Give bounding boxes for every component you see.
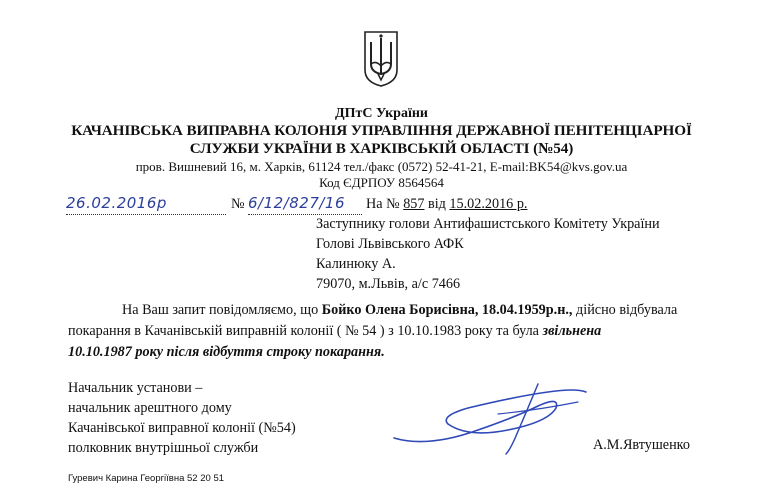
- signatory-title-line: начальник арештного дому: [68, 400, 232, 416]
- coat-of-arms-icon: [362, 30, 400, 88]
- reply-from-label: від: [428, 196, 446, 212]
- organization-address: пров. Вишневий 16, м. Харків, 61124 тел./факс (0572) 52-41-21, E-mail:BK54@kvs.gov.ua: [135, 159, 628, 174]
- body-line1: [122, 302, 677, 319]
- executor-info: Гуревич Карина Георгіївна 52 20 51: [68, 473, 225, 484]
- reply-number-label: На №: [366, 196, 400, 212]
- body-line3: 10.10.1987 року після відбуття строку покарання.: [68, 344, 385, 360]
- outgoing-date-handwritten: 26.02.2016р: [66, 194, 167, 212]
- person-name: Бойко Олена Борисівна, 18.04.1959р.н.,: [321, 302, 573, 318]
- outgoing-date-field: [66, 194, 226, 215]
- organization-name-line1: КАЧАНІВСЬКА ВИПРАВНА КОЛОНІЯ УПРАВЛІННЯ ДЕРЖАВНОЇ ПЕНІТЕНЦІАРНОЇ: [71, 122, 692, 139]
- signatory-title-line: Начальник установи –: [68, 380, 203, 396]
- recipient-line: Заступнику голови Антифашистського Комітету України: [316, 216, 660, 232]
- recipient-block: [316, 214, 660, 294]
- outgoing-number-field: [248, 194, 362, 215]
- outgoing-number-handwritten: 6/12/827/16: [248, 194, 346, 212]
- outgoing-number-label: №: [231, 196, 245, 212]
- handwritten-signature: [388, 378, 598, 458]
- signatory-title-line: полковник внутрішньої служби: [68, 440, 259, 456]
- signer-name: А.М.Явтушенко: [593, 437, 690, 453]
- organization-edrpou: Код ЄДРПОУ 8564564: [319, 175, 444, 190]
- signatory-title-block: [68, 378, 296, 458]
- body-line2: [68, 323, 601, 340]
- reply-reference: [366, 196, 527, 213]
- body-intro: На Ваш запит повідомляємо, що: [122, 302, 322, 318]
- reply-number: 857: [403, 196, 425, 212]
- body-text: покарання в Качанівській виправній колонії ( № 54 ) з 10.10.1983 року та була: [68, 323, 543, 339]
- recipient-line: Калинюку А.: [316, 256, 396, 272]
- ministry-name: ДПтС України: [334, 106, 428, 121]
- signatory-title-line: Качанівської виправної колонії (№54): [68, 420, 296, 436]
- release-status: звільнена: [542, 323, 602, 339]
- recipient-line: 79070, м.Львів, а/с 7466: [316, 276, 461, 292]
- recipient-line: Голові Львівського АФК: [316, 236, 464, 252]
- organization-name-line2: СЛУЖБИ УКРАЇНИ В ХАРКІВСЬКІЙ ОБЛАСТІ (№54): [189, 140, 574, 157]
- body-text: дійсно відбувала: [572, 302, 678, 318]
- reply-date: 15.02.2016 р.: [449, 196, 528, 212]
